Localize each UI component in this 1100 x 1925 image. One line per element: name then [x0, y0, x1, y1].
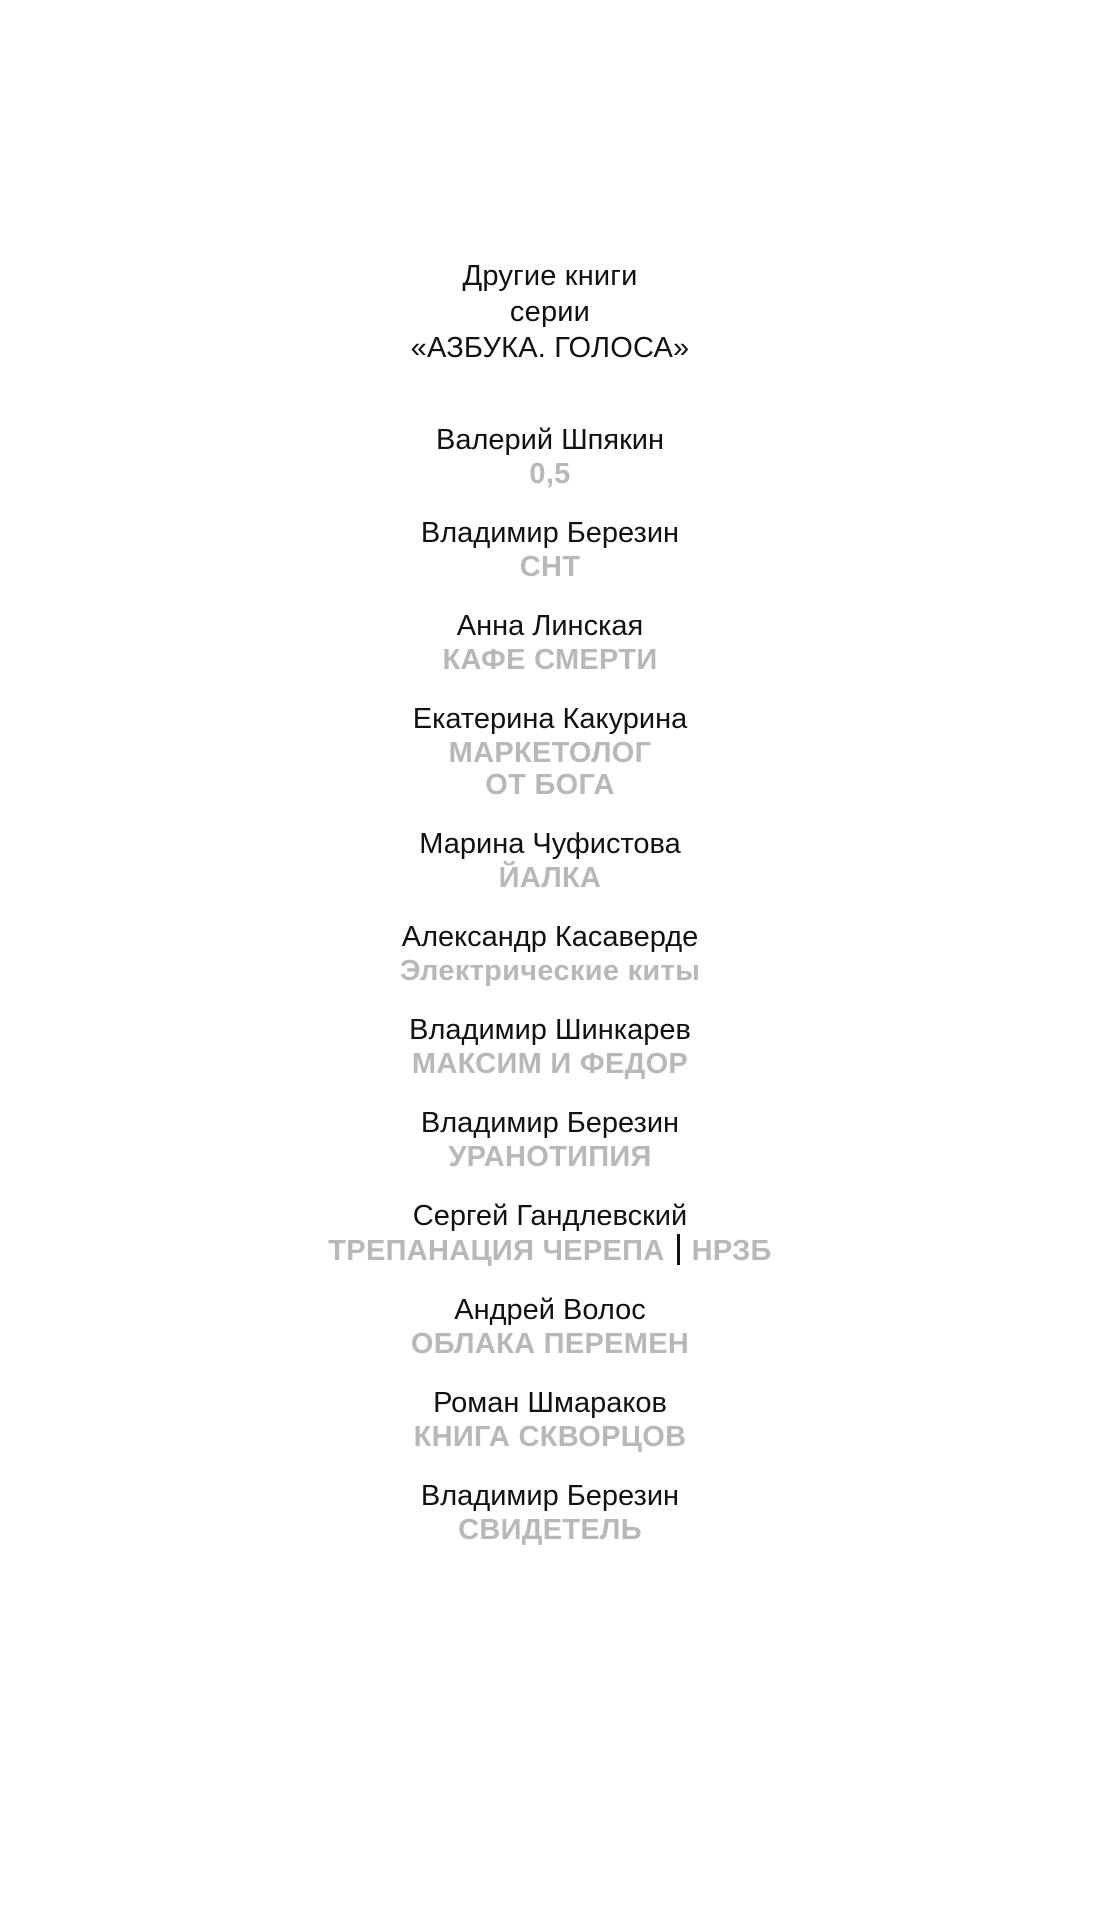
book-author: Андрей Волос	[454, 1294, 646, 1326]
book-title-line-2: ОТ БОГА	[485, 769, 615, 801]
book-title: ОБЛАКА ПЕРЕМЕН	[410, 1328, 690, 1360]
book-author: Владимир Березин	[420, 517, 680, 549]
book-author: Екатерина Какурина	[412, 703, 688, 735]
book-title: МАКСИМ И ФЕДОР	[411, 1048, 689, 1080]
book-list	[0, 422, 1100, 1546]
book-author: Владимир Шинкарев	[409, 1014, 691, 1046]
book-title	[0, 1234, 1100, 1267]
book-entry	[0, 919, 1100, 987]
book-author: Роман Шмараков	[433, 1387, 667, 1419]
book-author: Марина Чуфистова	[419, 828, 681, 860]
book-title: Электрические киты	[399, 955, 701, 987]
book-entry	[0, 1292, 1100, 1360]
book-title-line-1: МАРКЕТОЛОГ	[448, 737, 652, 769]
series-header	[0, 258, 1100, 366]
book-entry	[0, 422, 1100, 490]
book-title: КНИГА СКВОРЦОВ	[413, 1421, 687, 1453]
book-author: Валерий Шпякин	[436, 424, 664, 456]
book-entry	[0, 1105, 1100, 1173]
book-entry	[0, 701, 1100, 801]
series-name: «АЗБУКА. ГОЛОСА»	[410, 332, 690, 364]
book-entry	[0, 1012, 1100, 1080]
book-entry	[0, 826, 1100, 894]
book-title: ЙАЛКА	[498, 862, 602, 894]
book-entry	[0, 608, 1100, 676]
book-entry	[0, 1385, 1100, 1453]
book-title: КАФЕ СМЕРТИ	[442, 644, 658, 676]
header-line-2: серии	[509, 296, 591, 328]
book-entry	[0, 515, 1100, 583]
book-title: СНТ	[519, 551, 581, 583]
book-author: Владимир Березин	[420, 1107, 680, 1139]
book-author: Анна Линская	[456, 610, 644, 642]
book-title-part-2: НРЗБ	[691, 1235, 772, 1267]
header-line-1: Другие книги	[462, 260, 638, 292]
book-title: УРАНОТИПИЯ	[448, 1141, 652, 1173]
book-title: 0,5	[529, 458, 571, 490]
book-title-part-1: ТРЕПАНАЦИЯ ЧЕРЕПА	[328, 1235, 665, 1267]
book-title: СВИДЕТЕЛЬ	[458, 1514, 642, 1546]
book-entry	[0, 1198, 1100, 1267]
title-separator	[677, 1234, 680, 1265]
book-author: Александр Касаверде	[401, 921, 699, 953]
book-author: Сергей Гандлевский	[412, 1200, 688, 1232]
book-entry	[0, 1478, 1100, 1546]
book-author: Владимир Березин	[420, 1480, 680, 1512]
